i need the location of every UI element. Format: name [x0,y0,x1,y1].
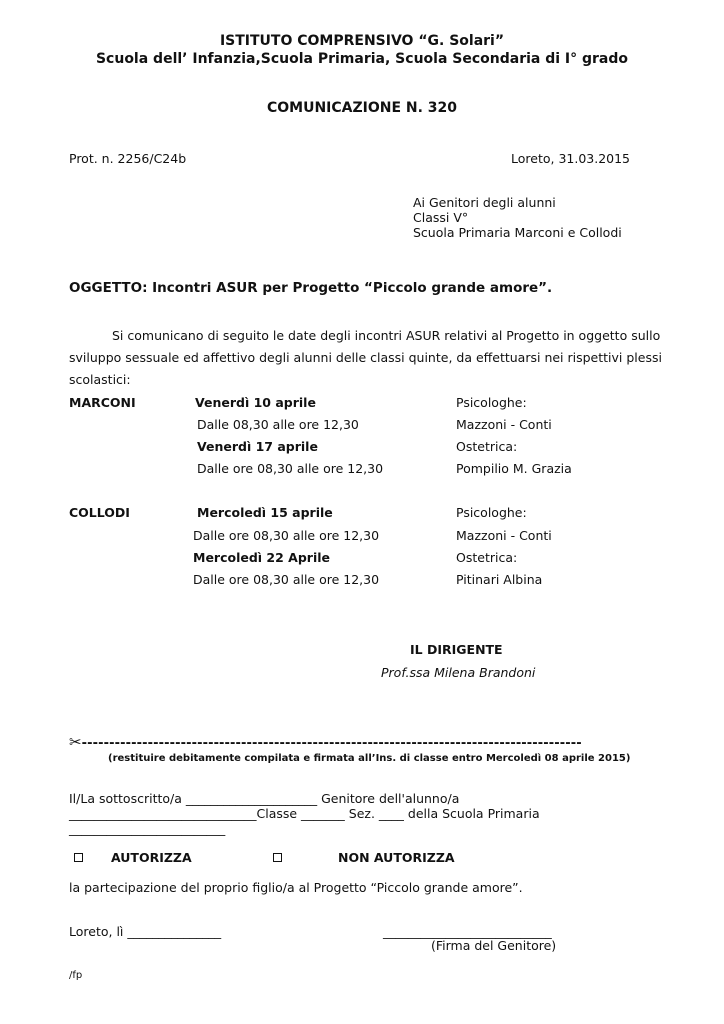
meeting-date: Mercoledì 22 Aprile [193,550,331,565]
signatory-name: Prof.ssa Milena Brandoni [381,665,536,680]
meeting-staff: Psicologhe: [456,395,527,410]
protocol-number: Prot. n. 2256/C24b [69,151,187,166]
school-name: COLLODI [69,505,130,520]
parent-signature-line: ___________________________ [383,924,552,939]
body-text-line: scolastici: [69,372,131,387]
meeting-date: Venerdì 10 aprile [195,395,316,410]
meeting-time: Dalle ore 08,30 alle ore 12,30 [193,572,380,587]
not-authorize-option[interactable] [273,850,455,865]
signatory-role: IL DIRIGENTE [410,642,503,657]
place-date-field: Loreto, lì _______________ [69,924,222,939]
body-text-line: Si comunicano di seguito le date degli incontri ASUR relativi al Progetto in oggetto sullo [112,328,661,343]
meeting-time: Dalle 08,30 alle ore 12,30 [197,417,359,432]
communication-number: COMUNICAZIONE N. 320 [266,100,458,116]
meeting-staff: Ostetrica: [456,550,518,565]
authorize-label: AUTORIZZA [110,850,192,865]
return-note: (restituire debitamente compilata e firmata all’Ins. di classe entro Mercoledì 08 aprile 2015) [108,753,631,764]
recipient-line: Scuola Primaria Marconi e Collodi [413,225,622,240]
place-date: Loreto, 31.03.2015 [511,151,631,166]
meeting-date: Mercoledì 15 aprile [197,505,333,520]
school-name: MARCONI [69,395,136,410]
parent-signature-label: (Firma del Genitore) [431,938,557,953]
authorize-option[interactable] [74,850,192,865]
form-line-continuation: _________________________ [69,821,226,836]
body-text-line: sviluppo sessuale ed affettivo degli alunni delle classi quinte, da effettuarsi nei rispettivi plessi [69,350,662,365]
meeting-staff: Mazzoni - Conti [456,528,552,543]
meeting-date: Venerdì 17 aprile [197,439,318,454]
form-line-class: ______________________________Classe _______ Sez. ____ della Scuola Primaria [69,806,540,821]
cut-line [69,733,659,751]
scissors-icon: ✂ [69,733,82,751]
footer-initials: /fp [69,970,83,981]
meeting-staff: Mazzoni - Conti [456,417,552,432]
checkbox-icon[interactable] [273,853,282,862]
meeting-staff: Psicologhe: [456,505,527,520]
meeting-time: Dalle ore 08,30 alle ore 12,30 [197,461,384,476]
meeting-staff: Pompilio M. Grazia [456,461,572,476]
institute-name: ISTITUTO COMPRENSIVO “G. Solari” [219,33,505,49]
meeting-staff: Ostetrica: [456,439,518,454]
checkbox-icon[interactable] [74,853,83,862]
form-line-parent: Il/La sottoscritto/a _____________________ Genitore dell'alunno/a [69,791,460,806]
cut-dashes: ------------------------------------------------------------------------------------------- [81,736,582,751]
meeting-time: Dalle ore 08,30 alle ore 12,30 [193,528,380,543]
recipient-line: Ai Genitori degli alunni [413,195,556,210]
school-levels: Scuola dell’ Infanzia,Scuola Primaria, Scuola Secondaria di I° grado [95,51,629,67]
subject-line: OGGETTO: Incontri ASUR per Progetto “Piccolo grande amore”. [69,280,553,296]
recipient-line: Classi V° [413,210,469,225]
participation-text: la partecipazione del proprio figlio/a al Progetto “Piccolo grande amore”. [69,880,523,895]
meeting-staff: Pitinari Albina [456,572,543,587]
not-authorize-label: NON AUTORIZZA [337,850,455,865]
